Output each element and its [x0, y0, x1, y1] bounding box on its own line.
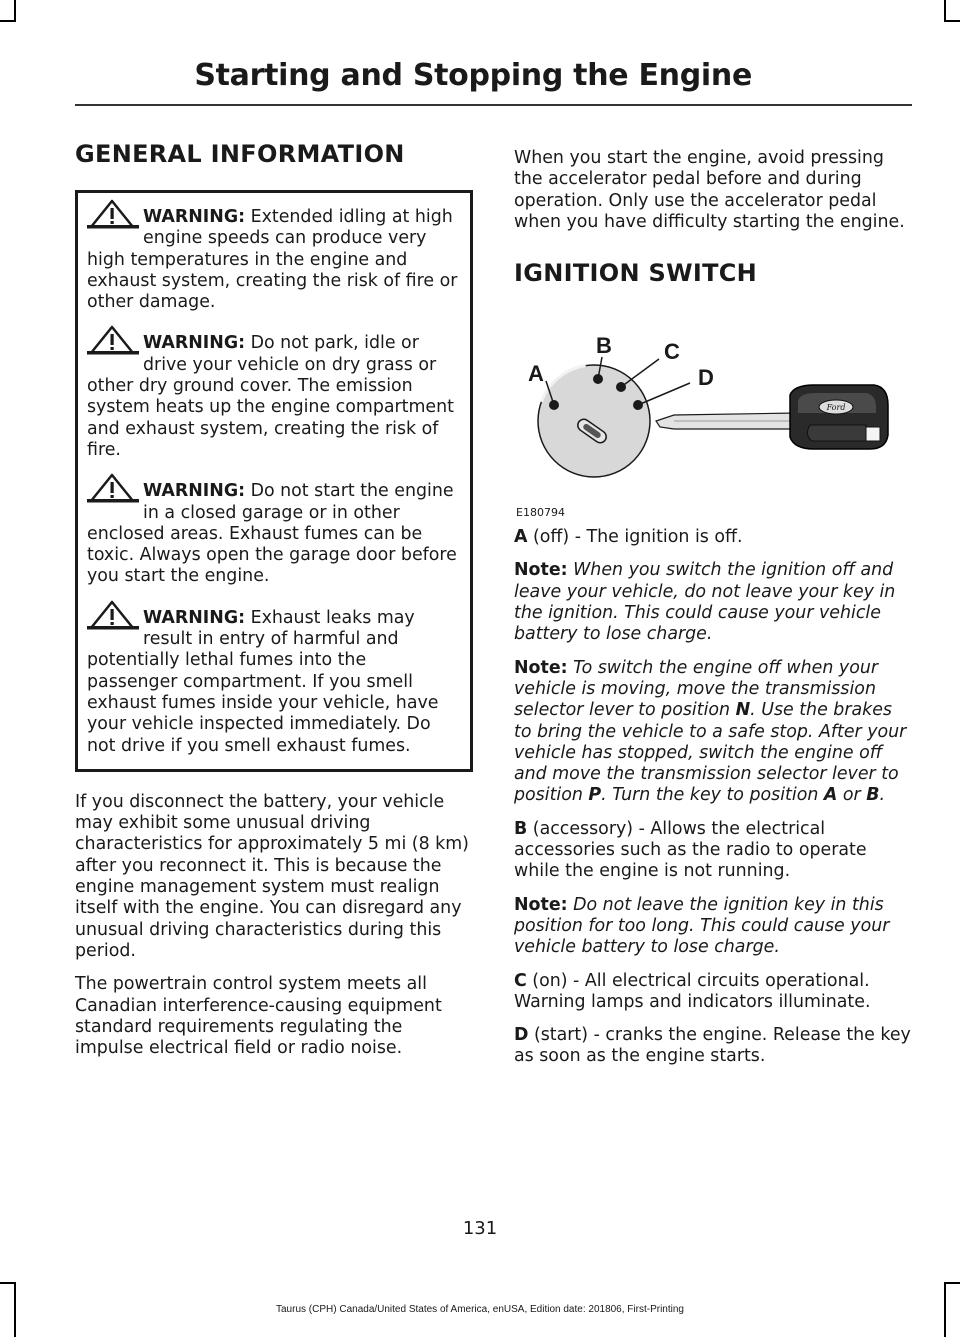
position-b-description — [514, 819, 912, 883]
position-text: (on) - All electrical circuits operational. Warning lamps and indicators illuminate. — [514, 970, 871, 1012]
note — [514, 895, 912, 959]
position-letter: N — [735, 700, 751, 721]
crop-mark — [0, 1282, 16, 1284]
warning-item — [87, 608, 461, 757]
position-letter: B — [514, 818, 528, 839]
warning-label: WARNING: — [143, 333, 246, 354]
note-label: Note: — [514, 894, 568, 915]
footer-text: Taurus (CPH) Canada/United States of America, enUSA, Edition date: 201806, First-Printing — [276, 1304, 684, 1315]
position-d-description — [514, 1025, 912, 1068]
position-letter: C — [514, 970, 527, 991]
position-label-b: B — [596, 333, 612, 359]
note — [514, 658, 912, 807]
note-text: When you switch the ignition off and leave your vehicle, do not leave your key in the ignition. This could cause your vehicle battery to lose charge. — [514, 560, 896, 645]
crop-mark — [0, 20, 16, 22]
note-label: Note: — [514, 560, 568, 581]
section-heading: IGNITION SWITCH — [514, 259, 758, 288]
position-letter: A — [823, 785, 838, 806]
warning-text: Do not park, idle or drive your vehicle on dry grass or other dry ground cover. The emission system heats up the engine compartment and exhaust system, creating the risk of fire. — [87, 333, 454, 460]
page-number: 131 — [462, 1218, 498, 1239]
warning-triangle-icon — [87, 325, 141, 355]
warning-label: WARNING: — [143, 607, 246, 628]
crop-mark — [944, 1282, 960, 1284]
ignition-key-illustration — [514, 309, 912, 499]
note-text: Do not leave the ignition key in this position for too long. This could cause your vehicle battery to lose charge. — [514, 894, 890, 958]
warning-triangle-icon — [87, 473, 141, 503]
position-a-description — [514, 527, 912, 548]
header-divider — [75, 104, 912, 106]
warning-triangle-icon — [87, 199, 141, 229]
crop-mark — [944, 20, 960, 22]
figure-id: E180794 — [516, 506, 565, 520]
section-heading: GENERAL INFORMATION — [75, 140, 405, 168]
warning-text: Do not start the engine in a closed garage or in other enclosed areas. Exhaust fumes can be toxic. Always open the garage door before you start the engine. — [87, 481, 457, 587]
position-text: (off) - The ignition is off. — [527, 527, 743, 548]
paragraph: The powertrain control system meets all Canadian interference-causing equipment standard requirements regulating the impulse electrical field or radio noise. — [75, 974, 442, 1059]
warning-label: WARNING: — [143, 207, 246, 227]
ignition-switch-figure — [514, 309, 912, 519]
warning-item — [87, 333, 461, 461]
note-text: . Use the brakes to bring the vehicle to a safe stop. After your vehicle has stopped, switch the engine off and move the transmission selector lever to position — [514, 700, 907, 806]
warning-label: WARNING: — [143, 481, 246, 502]
position-text: (accessory) - Allows the electrical accessories such as the radio to operate while the engine is not running. — [514, 818, 867, 882]
paragraph: If you disconnect the battery, your vehicle may exhibit some unusual driving characteristics for approximately 5 mi (8 km) after you reconnect it. This is because the engine management system must realign itself with the engine. You can disregard any unusual driving characteristics during this period. — [75, 791, 469, 961]
left-column — [75, 140, 473, 1071]
page-title: Starting and Stopping the Engine — [194, 58, 752, 93]
note-text: To switch the engine off when your vehicle is moving, move the transmission selector lever to position — [514, 657, 879, 721]
warning-triangle-icon — [87, 600, 141, 630]
warning-item — [87, 207, 461, 313]
crop-mark — [14, 0, 16, 22]
crop-mark — [944, 0, 946, 22]
right-column — [514, 148, 912, 1080]
note-label: Note: — [514, 657, 568, 678]
position-text: (start) - cranks the engine. Release the key as soon as the engine starts. — [514, 1025, 911, 1067]
warning-item — [87, 481, 461, 587]
paragraph: When you start the engine, avoid pressing the accelerator pedal before and during operation. Only use the accelerator pedal when you have difficulty starting the engine. — [514, 148, 905, 232]
note-text: . Turn the key to position — [601, 785, 824, 806]
position-c-description — [514, 971, 912, 1014]
warning-box — [75, 190, 473, 772]
position-letter: A — [514, 527, 528, 548]
position-letter: B — [866, 785, 880, 806]
position-letter: P — [588, 785, 602, 806]
position-label-c: C — [664, 339, 680, 365]
position-label-a: A — [528, 361, 544, 387]
key-logo: Ford — [826, 403, 846, 413]
warning-text: Extended idling at high engine speeds can produce very high temperatures in the engine and exhaust system, creating the risk of fire or other damage. — [87, 207, 458, 313]
note — [514, 560, 912, 645]
note-text: . — [879, 785, 886, 806]
warning-text: Exhaust leaks may result in entry of harmful and potentially lethal fumes into the passenger compartment. If you smell exhaust fumes inside your vehicle, have your vehicle inspected immediately. Do not drive if you smell exhaust fumes. — [87, 607, 439, 756]
position-letter: D — [514, 1025, 529, 1046]
note-text: or — [837, 785, 867, 806]
position-label-d: D — [698, 365, 714, 391]
